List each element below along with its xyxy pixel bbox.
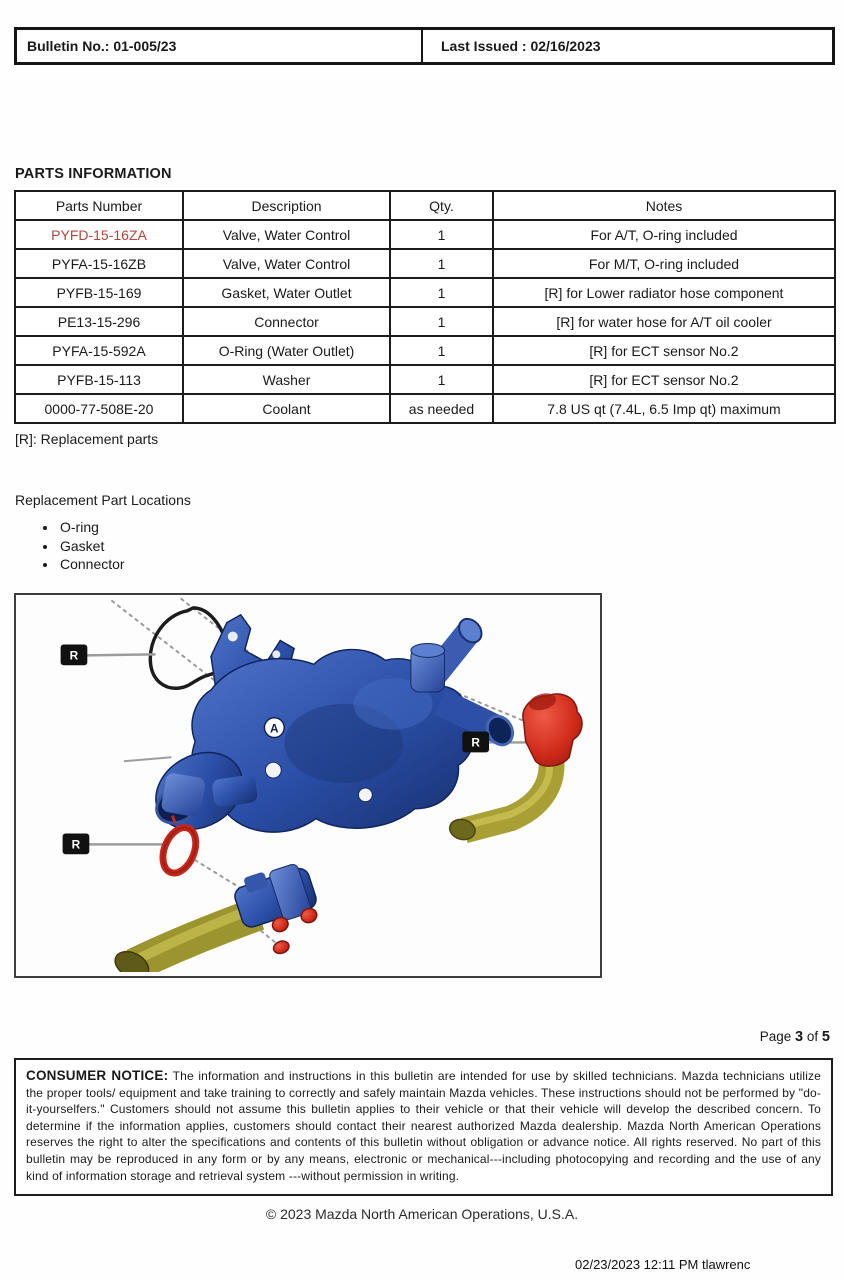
notes-cell: [R] for Lower radiator hose component — [493, 278, 835, 307]
svg-text:R: R — [69, 648, 79, 663]
svg-text:R: R — [471, 735, 480, 750]
list-item: • Connector — [58, 555, 125, 574]
list-item: • Gasket — [58, 537, 125, 556]
parts-number-cell: PE13-15-296 — [15, 307, 183, 336]
qty-cell: 1 — [390, 278, 493, 307]
connector-red — [523, 691, 582, 766]
table-row — [15, 394, 835, 423]
lower-radiator-hose — [111, 908, 259, 972]
consumer-notice-body: The information and instructions in this bulletin are intended for use by skilled technicians. Mazda technicians utilize the proper tools/ equipment and take training to correctly and safely maintain Mazda vehicles. These instructions should not be performed by "do-it-yourselfers." Customers should not assume this bulletin applies to their vehicle or that their vehicle will develop the described concern. To determine if the information applies, customers should contact their nearest authorized Mazda dealership. Mazda North American Operations reserves the right to alter the specifications and contents of this bulletin without obligation or advance notice. All rights reserved. No part of this bulletin may be reproduced in any form or by any means, electronic or mechanical---including photocopying and recording and the use of any kind of information storage and retrieval system ---without permission in writing. — [26, 1069, 822, 1183]
table-row — [15, 249, 835, 278]
notes-cell: [R] for ECT sensor No.2 — [493, 336, 835, 365]
print-timestamp: 02/23/2023 12:11 PM tlawrenc — [575, 1257, 751, 1272]
bulletin-number: Bulletin No.: 01-005/23 — [27, 38, 177, 54]
replacement-footnote: [R]: Replacement parts — [15, 431, 159, 447]
page-total: 5 — [821, 1029, 830, 1045]
replacement-parts-list — [40, 518, 125, 574]
page-of: of — [806, 1029, 819, 1044]
last-issued-date: Last Issued : 02/16/2023 — [441, 38, 601, 54]
column-header: Description — [183, 191, 390, 220]
replacement-locations-title: Replacement Part Locations — [15, 492, 191, 508]
header-divider — [421, 30, 423, 62]
water-control-valve — [142, 614, 517, 844]
description-cell: Connector — [183, 307, 390, 336]
parts-number-cell: PYFA-15-592A — [15, 336, 183, 365]
parts-number-cell: PYFD-15-16ZA — [15, 220, 183, 249]
list-item: • O-ring — [58, 518, 125, 537]
bulletin-header-bar — [14, 27, 835, 65]
description-cell: Gasket, Water Outlet — [183, 278, 390, 307]
parts-table-head-row — [15, 191, 835, 220]
notes-cell: For M/T, O-ring included — [493, 249, 835, 278]
at-oil-cooler-hose — [447, 761, 551, 842]
description-cell: Washer — [183, 365, 390, 394]
table-row — [15, 365, 835, 394]
page-current: 3 — [795, 1029, 804, 1045]
parts-table — [14, 190, 836, 424]
notes-cell: [R] for ECT sensor No.2 — [493, 365, 835, 394]
parts-number-cell: 0000-77-508E-20 — [15, 394, 183, 423]
page-prefix: Page — [759, 1029, 792, 1044]
diagram-box — [14, 593, 602, 978]
table-row — [15, 278, 835, 307]
table-row — [15, 307, 835, 336]
description-cell: Coolant — [183, 394, 390, 423]
column-header: Parts Number — [15, 191, 183, 220]
copyright-line: © 2023 Mazda North American Operations, U.S.A. — [265, 1206, 579, 1222]
qty-cell: 1 — [390, 307, 493, 336]
parts-table-body — [15, 220, 835, 423]
notes-cell: 7.8 US qt (7.4L, 6.5 Imp qt) maximum — [493, 394, 835, 423]
table-row — [15, 220, 835, 249]
description-cell: Valve, Water Control — [183, 249, 390, 278]
parts-number-cell: PYFB-15-169 — [15, 278, 183, 307]
column-header: Notes — [493, 191, 835, 220]
description-cell: O-Ring (Water Outlet) — [183, 336, 390, 365]
consumer-notice-label: CONSUMER NOTICE: — [26, 1068, 169, 1083]
parts-number-cell: PYFA-15-16ZB — [15, 249, 183, 278]
notes-cell: [R] for water hose for A/T oil cooler — [493, 307, 835, 336]
qty-cell: 1 — [390, 365, 493, 394]
consumer-notice-box — [14, 1058, 833, 1196]
parts-information-title: PARTS INFORMATION — [15, 166, 172, 182]
column-header: Qty. — [390, 191, 493, 220]
description-cell: Valve, Water Control — [183, 220, 390, 249]
svg-text:R: R — [71, 837, 81, 852]
page-indicator — [760, 1029, 830, 1045]
qty-cell: 1 — [390, 249, 493, 278]
parts-number-cell: PYFB-15-113 — [15, 365, 183, 394]
callout-a-label: A — [270, 721, 279, 736]
table-row — [15, 336, 835, 365]
notes-cell: For A/T, O-ring included — [493, 220, 835, 249]
qty-cell: 1 — [390, 336, 493, 365]
parts-diagram — [16, 595, 596, 972]
qty-cell: as needed — [390, 394, 493, 423]
qty-cell: 1 — [390, 220, 493, 249]
